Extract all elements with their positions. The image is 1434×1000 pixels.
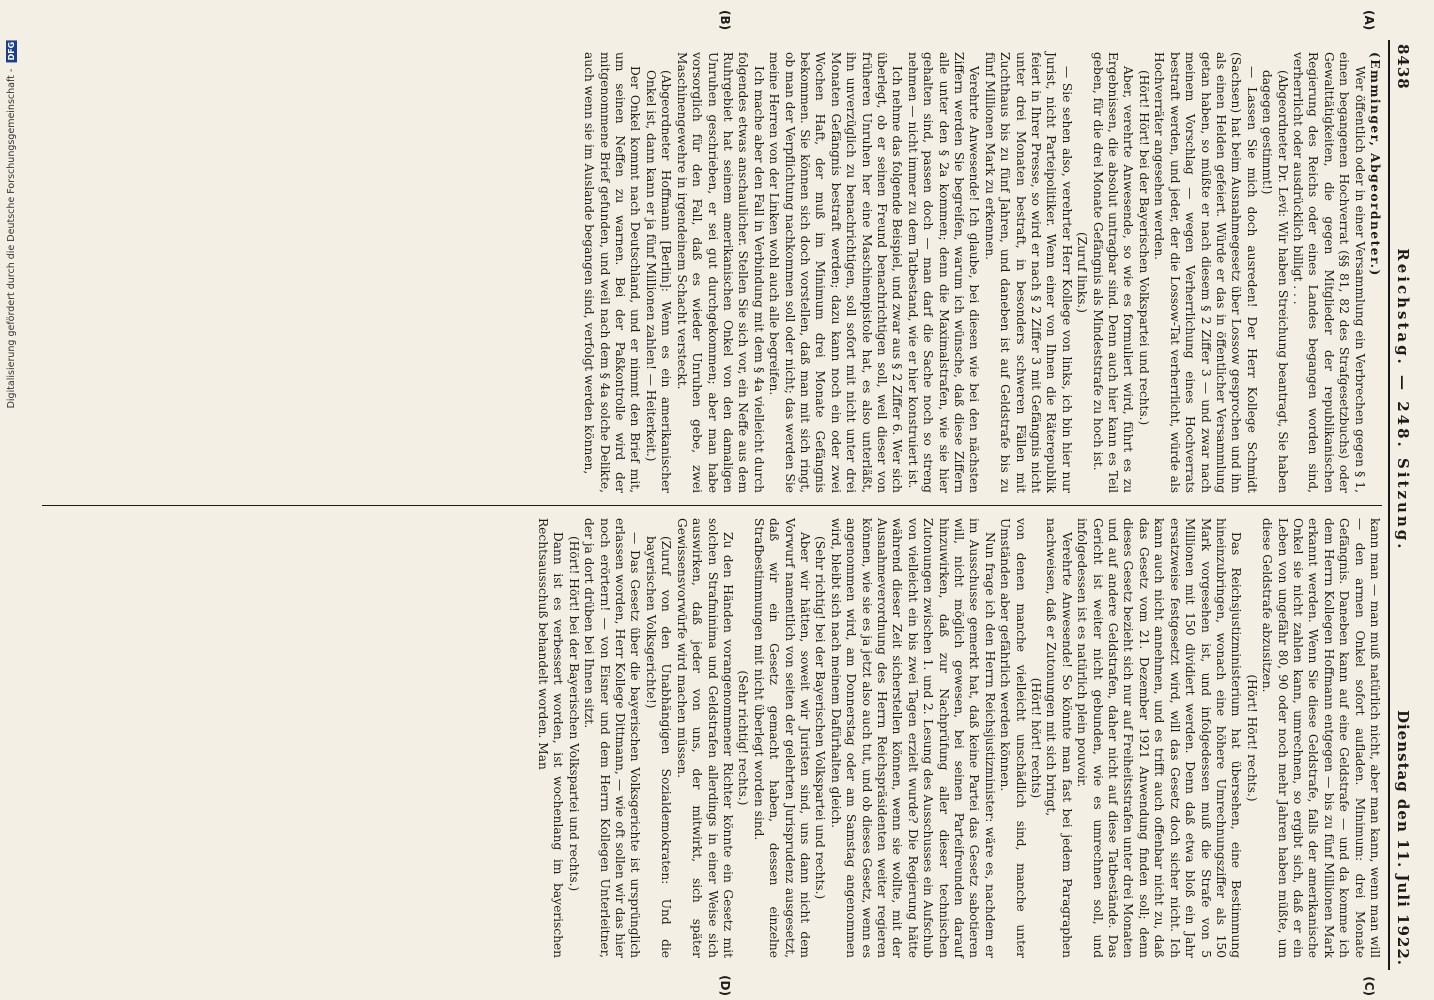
paragraph: Verehrte Anwesende! So könnte man fast bei jedem Paragraphen nachweisen, daß er Zutonungen mit sich bringt, (1044, 518, 1074, 958)
marker-b: (B) (718, 10, 732, 31)
paragraph: Aber, verehrte Anwesende, so wie es formuliert wird, führt es zu Ergebnissen, die absolut untragbar sind. Denn auch hier kann es Teil geben, für die drei Monate Gefängnis als Mindeststrafe zu hoch ist. (1090, 52, 1136, 493)
interjection: (Abgeordneter Hoffmann [Berlin]: Wenn es ein amerikanischer Onkel ist, dann kann er ja fünf Millionen zahlen! — Heiterkeit.) (643, 70, 674, 493)
paragraph: Der Onkel kommt nach Deutschland, und er nimmt den Brief mit, um seinen Neffen zu warnen. Bei der Paßkontrolle wird der mitgenommene Brief gefunden, und weil nach dem § 4a solche Delikte, auch wenn sie im Auslande begangen sind, verfolgt werden können, (582, 52, 643, 493)
text-columns (42, 10, 1382, 996)
right-column (42, 505, 1382, 996)
interjection: (Sehr richtig! bei der Bayerischen Volkspartei und rechts.) (813, 536, 828, 900)
page-header (1390, 40, 1412, 970)
interjection: (Hört! Hört! rechts.) (1244, 674, 1259, 802)
paragraph: Aber wir hätten, soweit wir Juristen sind, uns dann nicht dem Vorwurf namentlich von seiten der gelehrten Jurisprudenz ausgesetzt, daß wir ein Gesetz gemacht haben, dessen einzelne Strafbestimmungen mit nicht überlegt worden sind. (751, 518, 812, 958)
paragraph: Zu den Händen vorangenommener Richter könnte ein Gesetz mit solchen Strafminima und Geldstrafen allerdings in einer Weise sich auswirken, daß jeder von uns, der mitwirkt, sich später Gewissensvorwürfe wird machen müssen. (674, 518, 735, 958)
digitization-note (6, 40, 17, 408)
paragraph: von denen manche vielleicht unschädlich sind, manche unter Umständen aber gefährlich werden können. (998, 518, 1028, 958)
interjection: (Hört! hört! rechts) (1029, 677, 1044, 799)
digitization-text: Digitalisierung gefördert durch die Deutsche Forschungsgemeinschaft - (6, 68, 17, 409)
paragraph: Dann ist es verbessert worden, ist wochenlang im bayerischen Rechtsausschuß behandelt worden. Man (536, 518, 566, 958)
interjection: (Sehr richtig! rechts.) (736, 670, 751, 806)
marker-c: (C) (1362, 976, 1376, 996)
marker-d: (D) (718, 975, 732, 996)
paragraph: Ich mache aber den Fall in Verbindung mit dem § 4a vielleicht durch folgendes etwas anschaulicher. Stellen Sie sich vor, ein Neffe aus dem Ruhrgebiet hat seinem amerikanischen Onkel von den damaligen Unruhen geschrieben, er sei gut durchgekommen; aber man habe vorsorglich für den Fall, daß es wieder Unruhen gebe, zwei Maschinengewehre in irgendeinem Schacht versteckt. (674, 52, 766, 493)
interjection: (Hört! Hört! bei der Bayerischen Volkspartei und rechts.) (1136, 70, 1151, 426)
paragraph: kann man — man muß natürlich nicht, aber man kann, wenn man will — den armen Onkel sofort aufladen. Minimum: drei Monate Gefängnis. Daneben kann auf eine Geldstrafe — und da komme ich dem Herrn Kollegen Hoffmann entgegen — bis zu fünf Millionen Mark erkannt werden. Wenn Sie diese Geldstrafe, falls der amerikanische Onkel sie nicht zahlen kann, umrechnen, so ergibt sich, daß er ein Leben von ungefähr 80, 90 oder noch mehr Jahren haben müßte, um diese Geldstrafe abzusitzen. (1260, 518, 1382, 958)
paragraph: Ich nehme das folgende Beispiel, und zwar aus § 2 Ziffer 6. Wer sich überlegt, ob er seinen Freund benachrichtigen soll, weil dieser von früheren Unruhen her eine Maschinenpistole hat, es also unterläßt, ihn unverzüglich zu benachrichtigen, soll sofort mit nicht unter drei Monaten Gefängnis bestraft werden; dazu kann noch ein oder zwei Wochen Haft, der muß im Minimum drei Monate Gefängnis bekommen. Sie können sich doch vorstellen, daß man mit sich ringt, ob man der Verpflichtung nachkommen soll oder nicht; das werden Sie meine Herren von der Linken wohl auch alle begreifen. (767, 52, 905, 493)
dfg-logo: DFG (7, 42, 16, 61)
interjection: (Zuruf von den Unabhängigen Sozialdemokraten: Und die bayerischen Volksgerichte!) (643, 536, 674, 958)
paragraph: Wer öffentlich oder in einer Versammlung ein Verbrechen gegen § 1, einen begangenen Hochverrat (§§ 81, 82 des Strafgesetzbuchs) oder Gewalttätigkeiten, die gegen Mitglieder der republikanischen Regierung des Reichs oder eines Landes begangen worden sind, verherrlicht oder ausdrücklich billigt . . . (1290, 52, 1367, 493)
header-title: Reichstag. — 248. Sitzung. (1394, 248, 1412, 552)
interjection: (Zuruf links.) (1075, 231, 1090, 314)
page-number: 8438 (1394, 44, 1412, 90)
interjection: (Abgeordneter Dr. Levi: Wir haben Streichung beantragt, Sie haben dagegen gestimmt!) (1260, 70, 1290, 493)
paragraph: — Sie sehen also, verehrter Herr Kollege von links, ich bin hier nur Jurist, nicht Parteipolitiker. Wenn einer von Ihnen die Räterepublik feiert in Ihrer Presse, so wird er nach § 2 Ziffer 3 mit Gefängnis nicht unter drei Monaten bestraft, in besonders schweren Fällen mit Zuchthaus bis zu fünf Jahren, und daneben ist auf Geldstrafe bis zu fünf Millionen Mark zu erkennen. (982, 52, 1074, 493)
paragraph: Nun frage ich den Herrn Reichsjustizminister: wäre es, nachdem er im Ausschusse gemerkt hat, daß keine Partei das Gesetz sabotieren will, nicht möglich gewesen, bei seinen Parteifreunden darauf hinzuwirken, daß zur Nachprüfung aller dieser technischen Zutonungen zwischen 1. und 2. Lesung des Ausschusses ein Aufschub von vielleicht ein bis zwei Tagen erzielt wurde? Die Regierung hätte während dieser Zeit sicherstellen können, wenn sie wollte, mit der Ausnahmeverordnung des Herrn Reichspräsidenten weiter regieren können, wie sie es ja jetzt also auch tut, und ob dieses Gesetz, wenn es angenommen wird, am Donnerstag oder am Samstag angenommen wird, bleibt sich nach meinem Dafürhalten gleich. (828, 518, 997, 958)
header-date: Dienstag den 11. Juli 1922. (1394, 709, 1412, 966)
paragraph: — Das Gesetz über die bayerischen Volksgerichte ist ursprünglich erlassen worden, Herr Kollege Dittmann, — wie oft sollen wir das hier noch erörtern! — von Eisner und dem Herrn Kollegen Unterleitner, der ja dort drüben bei Ihnen sitzt. (582, 518, 643, 958)
paragraph: Das Reichsjustizministerium hat übersehen, eine Bestimmung hineinzubringen, wonach eine höhere Umrechnungsziffer als 150 Mark vorgesehen ist, und infolgedessen muß die Strafe von 5 Millionen mit 150 dividiert werden. Denn daß etwa bloß ein Jahr ersatzweise festgesetzt wird, will das Gesetz doch sicher nicht. Ich kann auch nicht annehmen, und es trifft auch offenbar nicht zu, daß das Gesetz vom 21. Dezember 1921 Anwendung finden soll; denn dieses Gesetz bezieht sich nur auf Freiheitsstrafen unter drei Monaten und auf andere Geldstrafen, daher nicht auf diese Tatbestände. Das Gericht ist weiter nicht gebunden, wie es umrechnen soll, und infolgedessen ist es natürlich plein pouvoir. (1075, 518, 1244, 958)
paragraph: (Emminger, Abgeordneter.) (1368, 52, 1382, 277)
left-column (42, 10, 1382, 505)
marker-a: (A) (1362, 10, 1376, 31)
paragraph: Verehrte Anwesende! Ich glaube, bei diesen wie bei den nächsten Ziffern werden Sie begreifen, warum ich wünsche, daß diese Ziffern alle unter den § 2a kommen; denn die Maximalstrafen, wie sie hier gehalten sind, passen doch — man darf die Sache noch so streng nehmen — nicht immer zu dem Tatbestand, wie er hier konstruiert ist. (905, 52, 982, 493)
header-rule (1388, 40, 1390, 970)
interjection: (Hört! Hört! bei der Bayerischen Volkspartei und rechts.) (566, 536, 581, 892)
paragraph: — Lassen Sie mich doch ausreden! Der Herr Kollege Schmidt (Sachsen) hat beim Ausnahmegesetz über Lossow gesprochen und ihn als einen Helden gefeiert. Würde er das in öffentlicher Versammlung getan haben, so müßte er nach diesem § 2 Ziffer 3 — und zwar nach meinem Vorschlag — wegen Verherrlichung eines Hochverrats bestraft werden, und jeder, der die Lossow-Tat verherrlicht, würde als Hochverräter angesehen werden. (1152, 52, 1259, 493)
